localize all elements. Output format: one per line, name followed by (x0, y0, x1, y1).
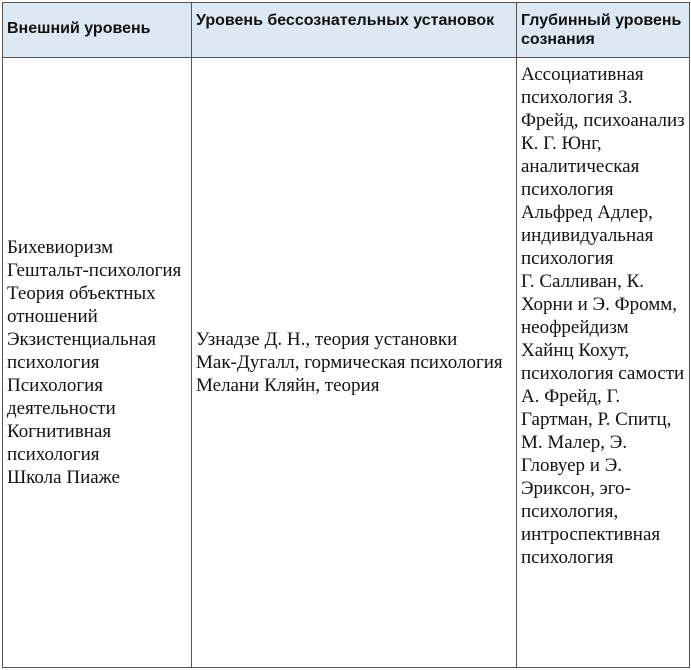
content-row (3, 58, 690, 668)
list-item: А. Фрейд, Г. Гартман, Р. Спитц, М. Малер, Э. Гловуер и Э. Эриксон, эго-психология, интроспективная психология (521, 386, 672, 568)
list-item: Мак-Дугалл, гормическая психология (196, 352, 503, 373)
list-item: Альфред Адлер, индивидуальная психология (521, 202, 654, 269)
list-item: К. Г. Юнг, аналитическая психология (521, 133, 640, 200)
list-item: Г. Салливан, К. Хорни и Э. Фромм, неофрейдизм (521, 271, 678, 338)
deep-consciousness-cell (517, 58, 690, 668)
list-item: Когнитивная психология (7, 421, 112, 465)
list-item: Хайнц Кохут, психология самости (521, 340, 685, 384)
header-row (3, 3, 690, 58)
unconscious-attitudes-cell (192, 58, 517, 668)
list-item: Экзистенциальная психология (7, 329, 156, 373)
list-item: Психология деятельности (7, 375, 116, 419)
list-item: Гештальт-психология (7, 260, 182, 281)
header-unconscious-attitudes-level: Уровень бессознательных установок (192, 3, 517, 58)
header-outer-level: Внешний уровень (3, 3, 192, 58)
list-item: Мелани Кляйн, теория (196, 375, 380, 396)
list-item: Теория объектных отношений (7, 283, 156, 327)
list-item: Ассоциативная психология З. Фрейд, психоанализ (521, 64, 685, 131)
psychology-levels-table (2, 2, 690, 668)
header-deep-consciousness-level: Глубинный уровень сознания (517, 3, 690, 58)
outer-level-cell (3, 58, 192, 668)
list-item: Бихевиоризм (7, 237, 114, 258)
list-item: Узнадзе Д. Н., теория установки (196, 329, 458, 350)
list-item: Школа Пиаже (7, 467, 120, 488)
